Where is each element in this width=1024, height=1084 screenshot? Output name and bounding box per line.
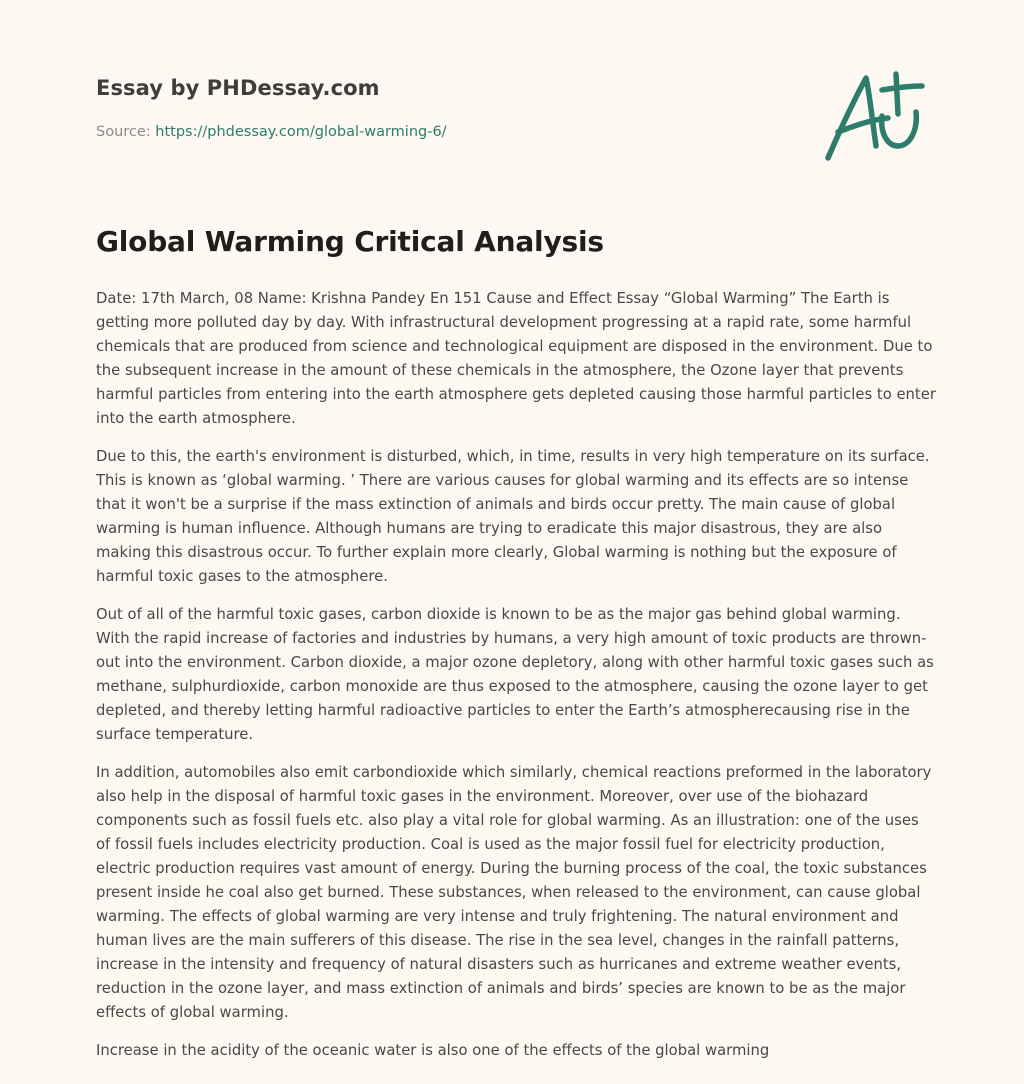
essay-paragraph: Date: 17th March, 08 Name: Krishna Pandey En 151 Cause and Effect Essay “Global Warming” The Earth is getting more polluted day by day. With infrastructural development progressing at a rapid rate, some harmful chemicals that are produced from science and technological equipment are disposed in the environment. Due to the subsequent increase in the amount of these chemicals in the atmosphere, the Ozone layer that prevents harmful particles from entering into the earth atmosphere gets depleted causing those harmful particles to enter into the earth atmosphere. bbox=[96, 290, 936, 427]
essay-paragraph: In addition, automobiles also emit carbondioxide which similarly, chemical reactions preformed in the laboratory also help in the disposal of harmful toxic gases in the environment. Moreover, over use of the biohazard components such as fossil fuels etc. also play a vital role for global warming. As an illustration: one of the uses of fossil fuels includes electricity production. Coal is used as the major fossil fuel for electricity production, electric production requires vast amount of energy. During the burning process of the coal, the toxic substances present inside he coal also get burned. These substances, when released to the environment, can cause global warming. The effects of global warming are very intense and truly frightening. The natural environment and human lives are the main sufferers of this disease. The rise in the sea level, changes in the rainfall patterns, increase in the intensity and frequency of natural disasters such as hurricanes and extreme weather events, reduction in the ozone layer, and mass extinction of animals and birds’ species are known to be as the major effects of global warming. bbox=[96, 764, 932, 1021]
a-plus-logo-icon bbox=[818, 66, 930, 166]
source-line bbox=[96, 124, 447, 140]
source-link[interactable]: https://phdessay.com/global-warming-6/ bbox=[155, 124, 447, 140]
essay-paragraph: Out of all of the harmful toxic gases, carbon dioxide is known to be as the major gas behind global warming. With the rapid increase of factories and industries by humans, a very high amount of toxic products are thrown-out into the environment. Carbon dioxide, a major ozone depletory, along with other harmful toxic gases such as methane, sulphurdioxide, carbon monoxide are thus exposed to the atmosphere, causing the ozone layer to get depleted, and thereby letting harmful radioactive particles to enter the Earth’s atmospherecausing rise in the surface temperature. bbox=[96, 606, 934, 743]
essay-paragraph: Due to this, the earth's environment is disturbed, which, in time, results in very high temperature on its surface. This is known as ‘global warming. ’ There are various causes for global warming and its effects are so intense that it won't be a surprise if the mass extinction of animals and birds occur pretty. The main cause of global warming is human influence. Although humans are trying to eradicate this major disastrous, they are also making this disastrous occur. To further explain more clearly, Global warming is nothing but the exposure of harmful toxic gases to the atmosphere. bbox=[96, 448, 930, 585]
essay-paragraph: Increase in the acidity of the oceanic water is also one of the effects of the global warming bbox=[96, 1042, 770, 1059]
essay-title: Global Warming Critical Analysis bbox=[96, 225, 604, 258]
source-label: Source: bbox=[96, 124, 151, 140]
essay-body bbox=[96, 287, 936, 1077]
site-brand: Essay by PHDessay.com bbox=[96, 76, 380, 100]
